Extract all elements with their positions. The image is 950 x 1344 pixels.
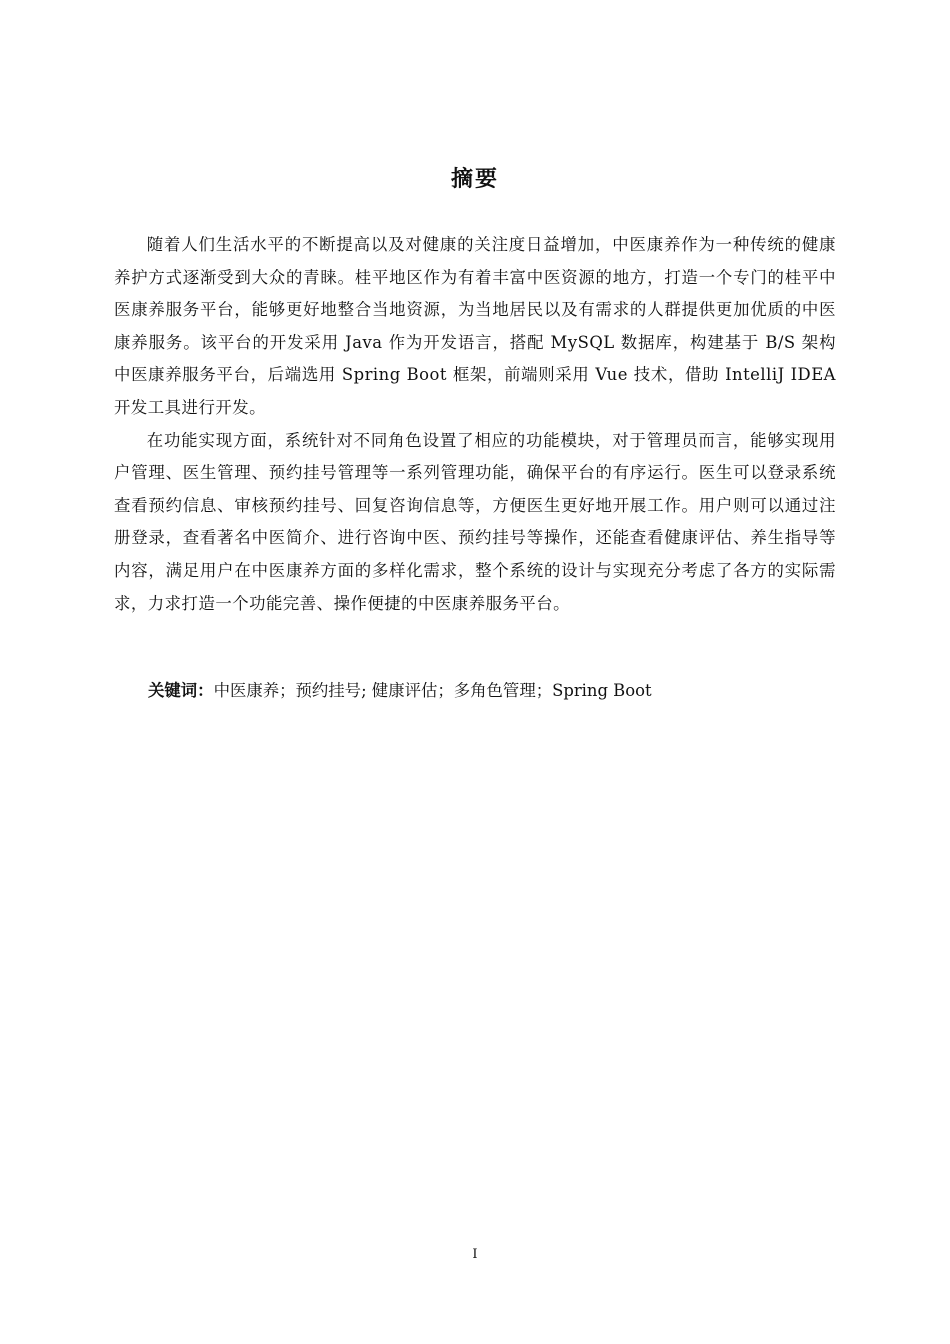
abstract-paragraph-2: 在功能实现方面，系统针对不同角色设置了相应的功能模块，对于管理员而言，能够实现用户管理、医生管理、预约挂号管理等一系列管理功能，确保平台的有序运行。医生可以登录系统查看预约信息、审核预约挂号、回复咨询信息等，方便医生更好地开展工作。用户则可以通过注册登录，查看著名中医简介、进行咨询中医、预约挂号等操作，还能查看健康评估、养生指导等内容，满足用户在中医康养方面的多样化需求，整个系统的设计与实现充分考虑了各方的实际需求，力求打造一个功能完善、操作便捷的中医康养服务平台。	[114, 430, 836, 613]
keywords-text: 中医康养；预约挂号; 健康评估；多角色管理；Spring Boot	[213, 681, 652, 700]
page-number: I	[472, 1247, 478, 1262]
keywords-line	[148, 676, 838, 706]
keywords-label: 关键词：	[148, 681, 214, 700]
abstract-body	[114, 229, 836, 620]
abstract-title: 摘要	[450, 167, 499, 192]
abstract-paragraph-1: 随着人们生活水平的不断提高以及对健康的关注度日益增加，中医康养作为一种传统的健康养护方式逐渐受到大众的青睐。桂平地区作为有着丰富中医资源的地方，打造一个专门的桂平中医康养服务平台，能够更好地整合当地资源，为当地居民以及有需求的人群提供更加优质的中医康养服务。该平台的开发采用 Java 作为开发语言，搭配 MySQL 数据库，构建基于 B/S 架构中医康养服务平台，后端选用 Spring Boot 框架，前端则采用 Vue 技术，借助 IntelliJ IDEA 开发工具进行开发。	[114, 235, 836, 417]
